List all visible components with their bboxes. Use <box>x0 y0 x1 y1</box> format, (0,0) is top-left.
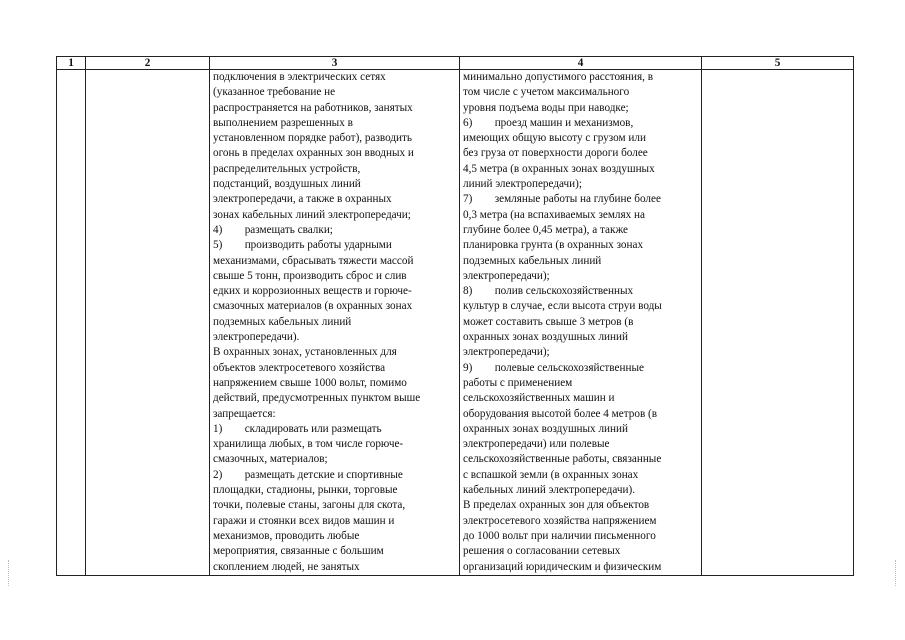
text-line: зонах кабельных линий электропередачи; <box>213 208 411 221</box>
text-line: 9) полевые сельскохозяйственные <box>463 361 644 374</box>
text-line: том числе с учетом максимального <box>463 86 630 99</box>
cell-col-3 <box>210 70 460 576</box>
text-line: охранных зонах воздушных линий <box>463 331 628 344</box>
text-line: 2) размещать детские и спортивные <box>213 468 403 481</box>
text-line: электропередачи); <box>463 346 550 359</box>
text-line: мероприятия, связанные с большим <box>213 545 384 558</box>
text-line: 6) проезд машин и механизмов, <box>463 116 634 129</box>
text-line: охранных зонах воздушных линий <box>463 422 628 435</box>
text-line: 8) полив сельскохозяйственных <box>463 285 634 298</box>
text-line: действий, предусмотренных пунктом выше <box>213 392 421 405</box>
text-line: без груза от поверхности дороги более <box>463 147 648 160</box>
document-table <box>56 56 854 576</box>
cell-col-1 <box>57 70 86 576</box>
text-line: уровня подъема воды при наводке; <box>463 101 629 114</box>
text-line: установленном порядке работ), разводить <box>213 132 413 145</box>
text-line: свыше 5 тонн, производить сброс и слив <box>213 269 407 282</box>
text-line: сельскохозяйственные работы, связанные <box>463 453 662 466</box>
cell-col-2 <box>86 70 210 576</box>
text-line: глубине более 0,45 метра), а также <box>463 223 628 236</box>
text-line: электропередачи); <box>463 269 550 282</box>
text-line: механизмами, сбрасывать тяжести массой <box>213 254 414 267</box>
text-line: В пределах охранных зон для объектов <box>463 499 650 512</box>
text-line: напряжением свыше 1000 вольт, помимо <box>213 376 407 389</box>
text-line: 4) размещать свалки; <box>213 223 333 236</box>
text-line: точки, полевые станы, загоны для скота, <box>213 499 406 512</box>
text-line: 1) складировать или размещать <box>213 422 382 435</box>
header-col-2: 2 <box>86 57 210 70</box>
text-line: объектов электросетевого хозяйства <box>213 361 386 374</box>
text-line: механизмов, проводить любые <box>213 529 360 542</box>
text-line: хранилища любых, в том числе горюче- <box>213 438 404 451</box>
scan-edge-mark-right <box>895 560 897 586</box>
text-line: запрещается: <box>213 407 276 420</box>
text-line: гаражи и стоянки всех видов машин и <box>213 514 395 527</box>
header-col-3: 3 <box>210 57 460 70</box>
text-line: 0,3 метра (на вспахиваемых землях на <box>463 208 645 221</box>
text-line: минимально допустимого расстояния, в <box>463 71 654 83</box>
header-col-5: 5 <box>702 57 854 70</box>
text-line: электропередачи). <box>213 331 300 344</box>
text-line: В охранных зонах, установленных для <box>213 346 397 359</box>
text-line: едких и коррозионных веществ и горюче- <box>213 285 412 298</box>
text-line: подземных кабельных линий <box>213 315 352 328</box>
text-line: линий электропередачи); <box>463 178 582 191</box>
table-row <box>57 70 854 576</box>
text-line: электросетевого хозяйства напряжением <box>463 514 657 527</box>
text-line: имеющих общую высоту с грузом или <box>463 132 646 145</box>
text-line: скоплением людей, не занятых <box>213 560 360 573</box>
text-line: распространяется на работников, занятых <box>213 101 413 114</box>
text-line: площадки, стадионы, рынки, торговые <box>213 484 398 497</box>
text-line: смазочных материалов (в охранных зонах <box>213 300 413 313</box>
text-line: сельскохозяйственных машин и <box>463 392 615 405</box>
text-line: с вспашкой земли (в охранных зонах <box>463 468 639 481</box>
restrictions-text-col-4 <box>463 70 698 575</box>
text-line: смазочных, материалов; <box>213 453 328 466</box>
restrictions-text-col-3 <box>213 70 456 575</box>
header-col-4: 4 <box>460 57 702 70</box>
text-line: культур в случае, если высота струи воды <box>463 300 662 313</box>
scan-edge-mark-left <box>8 560 10 586</box>
text-line: решения о согласовании сетевых <box>463 545 621 558</box>
header-row <box>57 57 854 70</box>
text-line: электропередачи) или полевые <box>463 438 610 451</box>
text-line: распределительных устройств, <box>213 162 361 175</box>
text-line: до 1000 вольт при наличии письменного <box>463 529 656 542</box>
text-line: кабельных линий электропередачи). <box>463 484 636 497</box>
text-line: подключения в электрических сетях <box>213 71 386 83</box>
cell-col-4 <box>460 70 702 576</box>
text-line: работы с применением <box>463 376 573 389</box>
text-line: 4,5 метра (в охранных зонах воздушных <box>463 162 655 175</box>
text-line: организаций юридическим и физическим <box>463 560 662 573</box>
text-line: выполнением разрешенных в <box>213 116 353 129</box>
text-line: оборудования высотой более 4 метров (в <box>463 407 658 420</box>
header-col-1: 1 <box>57 57 86 70</box>
text-line: подстанций, воздушных линий <box>213 178 361 191</box>
text-line: 5) производить работы ударными <box>213 239 392 252</box>
text-line: 7) земляные работы на глубине более <box>463 193 661 206</box>
text-line: (указанное требование не <box>213 86 336 99</box>
text-line: электропередачи, а также в охранных <box>213 193 392 206</box>
text-line: подземных кабельных линий <box>463 254 602 267</box>
text-line: планировка грунта (в охранных зонах <box>463 239 644 252</box>
cell-col-5 <box>702 70 854 576</box>
text-line: может составить свыше 3 метров (в <box>463 315 634 328</box>
text-line: огонь в пределах охранных зон вводных и <box>213 147 414 160</box>
